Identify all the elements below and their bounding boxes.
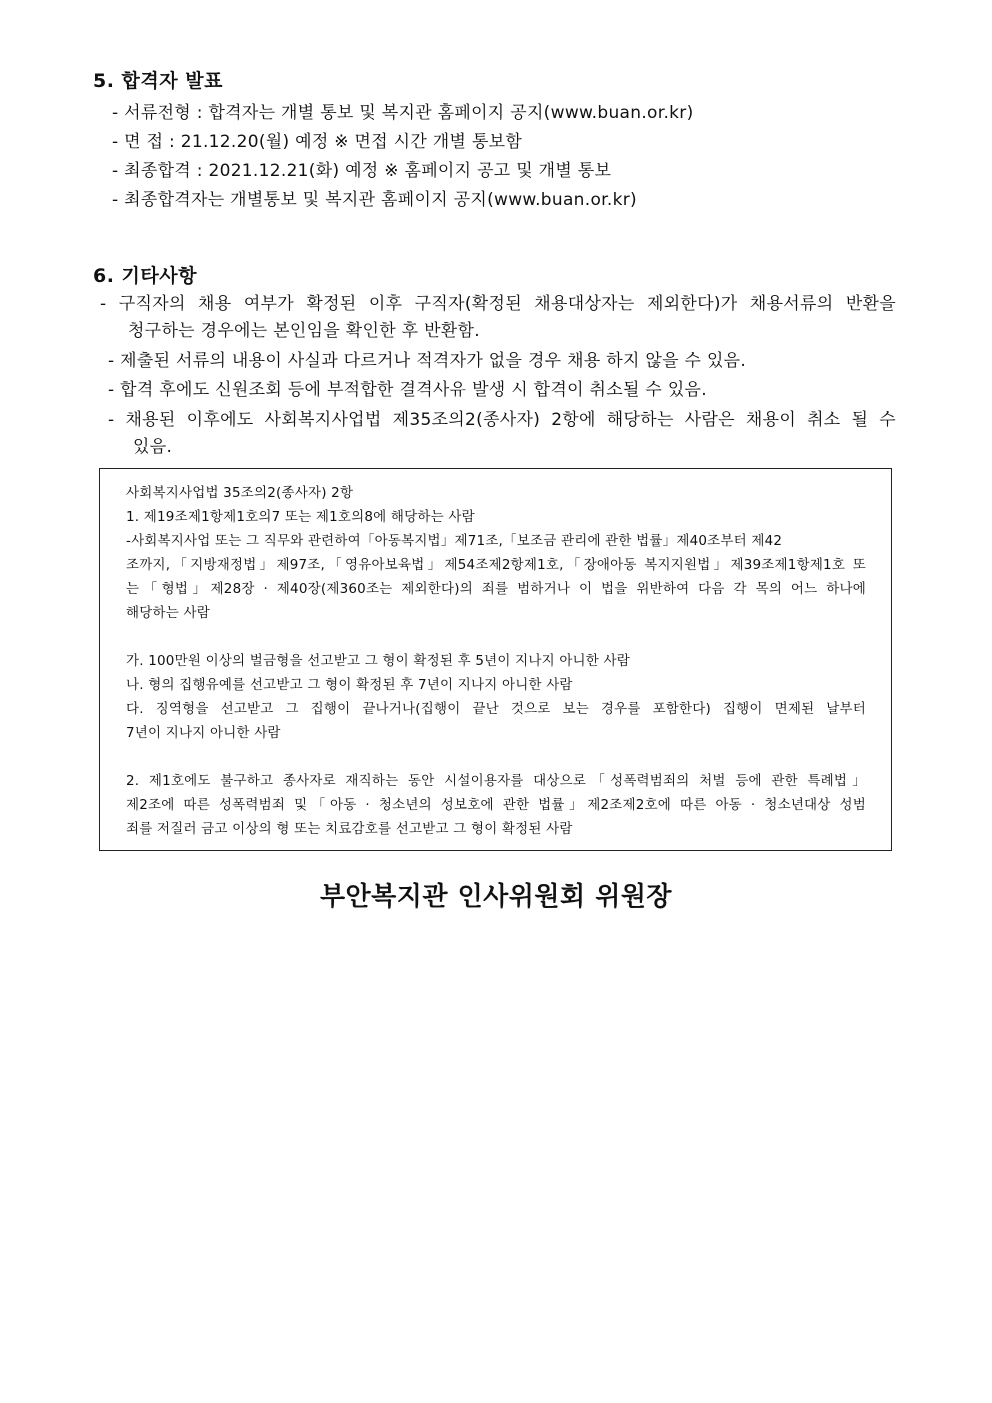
section6-item4-line1: - 채용된 이후에도 사회복지사업법 제35조의2(종사자) 2항에 해당하는 사람은 채용이 취소 될 수 — [108, 410, 896, 430]
section6-item4-line2: 있음. — [133, 437, 173, 457]
section5-item-interview: - 면 접 : 21.12.20(월) 예정 ※ 면접 시간 개별 통보함 — [112, 132, 523, 152]
section5-heading: 5. 합격자 발표 — [93, 70, 223, 92]
law-subitem-b: 나. 형의 집행유예를 선고받고 그 형이 확정된 후 7년이 지나지 아니한 사람 — [126, 677, 573, 693]
section6-heading: 6. 기타사항 — [93, 265, 197, 287]
law-subitem-a: 가. 100만원 이상의 벌금형을 선고받고 그 형이 확정된 후 5년이 지나지 아니한 사람 — [126, 653, 631, 669]
law-excerpt-box — [99, 468, 892, 851]
section6-item1-line2: 청구하는 경우에는 본인임을 확인한 후 반환함. — [128, 321, 480, 341]
law-clause-1-body-line: 는「형법」제28장 · 제40장(제360조는 제외한다)의 죄를 범하거나 이 법을 위반하여 다음 각 목의 어느 하나에 — [126, 581, 866, 597]
law-clause-1-body-line: -사회복지사업 또는 그 직무와 관련하여「아동복지법」제71조,「보조금 관리에 관한 법률」제40조부터 제42 — [126, 533, 783, 549]
section6-item-false-documents: - 제출된 서류의 내용이 사실과 다르거나 적격자가 없을 경우 채용 하지 않을 수 있음. — [108, 351, 747, 371]
law-clause-1-body-line: 조까지,「지방재정법」제97조,「영유아보육법」제54조제2항제1호,「장애아동 복지지원법」제39조제1항제1호 또 — [126, 557, 866, 573]
section6-item-document-return — [100, 290, 896, 318]
law-clause-2-line: 죄를 저질러 금고 이상의 형 또는 치료감호를 선고받고 그 형이 확정된 사람 — [126, 821, 573, 837]
section6-item-background-check: - 합격 후에도 신원조회 등에 부적합한 결격사유 발생 시 합격이 취소될 수 있음. — [108, 380, 707, 400]
section6-item-disqualification — [108, 406, 896, 434]
signature-committee-chair: 부안복지관 인사위원회 위원장 — [319, 882, 673, 912]
law-clause-2-line: 2. 제1호에도 불구하고 종사자로 재직하는 동안 시설이용자를 대상으로「성폭력범죄의 처벌 등에 관한 특례법」 — [126, 773, 866, 789]
law-clause-2-line: 제2조에 따른 성폭력범죄 및「아동 · 청소년의 성보호에 관한 법률」제2조제2호에 따른 아동 · 청소년대상 성범 — [126, 797, 866, 813]
law-subitem-c-line1: 다. 징역형을 선고받고 그 집행이 끝나거나(집행이 끝난 것으로 보는 경우를 포함한다) 집행이 면제된 날부터 — [126, 701, 866, 717]
section5-item-final-notice: - 최종합격자는 개별통보 및 복지관 홈페이지 공지(www.buan.or.kr) — [112, 190, 637, 210]
section6-item1-line1: - 구직자의 채용 여부가 확정된 이후 구직자(확정된 채용대상자는 제외한다)가 채용서류의 반환을 — [100, 294, 896, 314]
law-box-title: 사회복지사업법 35조의2(종사자) 2항 — [126, 485, 354, 501]
law-subitem-c-line2: 7년이 지나지 아니한 사람 — [126, 725, 281, 741]
section5-item-document-screening: - 서류전형 : 합격자는 개별 통보 및 복지관 홈페이지 공지(www.buan.or.kr) — [112, 103, 694, 123]
law-clause-1: 1. 제19조제1항제1호의7 또는 제1호의8에 해당하는 사람 — [126, 509, 475, 525]
section5-item-final-pass: - 최종합격 : 2021.12.21(화) 예정 ※ 홈페이지 공고 및 개별 통보 — [112, 161, 612, 181]
law-clause-1-body-line: 해당하는 사람 — [126, 605, 210, 621]
